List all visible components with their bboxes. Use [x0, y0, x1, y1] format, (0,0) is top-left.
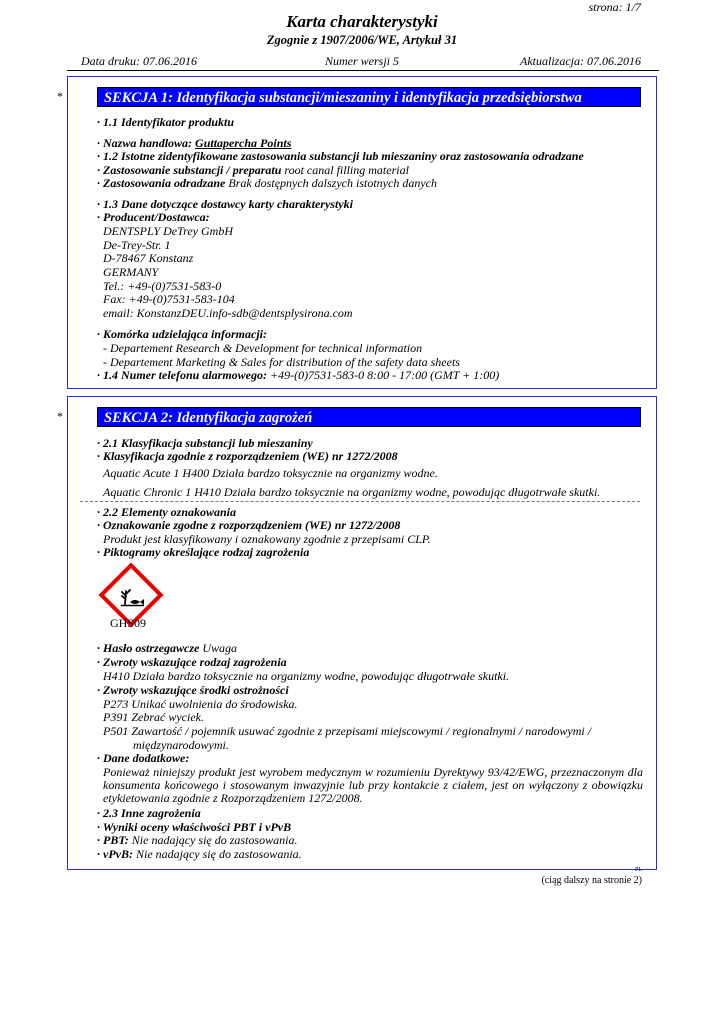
info-department-label: · Komórka udzielająca informacji:: [97, 327, 268, 341]
pictogram-label: GHS09: [110, 616, 147, 630]
dashed-divider: [80, 501, 640, 502]
pbt-result: · PBT: Nie nadający się do zastosowania.: [97, 833, 298, 847]
info-department-1: - Departement Research & Development for technical information: [103, 341, 423, 355]
continued-note: (ciąg dalszy na stronie 2): [541, 875, 642, 886]
version-number: Numer wersji 5: [325, 54, 400, 68]
aquatic-acute: Aquatic Acute 1 H400 Działa bardzo toksycznie na organizmy wodne.: [103, 466, 438, 480]
company-city: D-78467 Konstanz: [103, 251, 194, 265]
page-number: strona: 1/7: [588, 0, 641, 14]
label-elements-label: · 2.2 Elementy oznakowania: [97, 505, 237, 519]
substance-use: · Zastosowanie substancji / preparatu root canal filling material: [97, 163, 409, 177]
print-date: Data druku: 07.06.2016: [81, 54, 197, 68]
vpvb-result: · vPvB: Nie nadający się do zastosowania.: [97, 847, 302, 861]
manufacturer-label: · Producent/Dostawca:: [97, 210, 210, 224]
supplier-details-label: · 1.3 Dane dotyczące dostawcy karty charakterystyki: [97, 197, 353, 211]
emergency-phone: · 1.4 Numer telefonu alarmowego: +49-(0)7531-583-0 8:00 - 17:00 (GMT + 1:00): [97, 368, 500, 382]
section2-change-marker: *: [57, 409, 63, 423]
precaution-p391: P391 Zebrać wyciek.: [103, 710, 204, 724]
update-date: Aktualizacja: 07.06.2016: [520, 54, 641, 68]
precaution-p501: P501 Zawartość / pojemnik usuwać zgodnie z przepisami miejscowymi / regionalnymi / narodowymi /: [103, 724, 592, 738]
precaution-p273: P273 Unikać uwolnienia do środowiska.: [103, 697, 298, 711]
environment-hazard-icon: [112, 575, 152, 615]
precautionary-label: · Zwroty wskazujące środki ostrożności: [97, 683, 289, 697]
company-phone: Tel.: +49-(0)7531-583-0: [103, 279, 222, 293]
clp-statement: Produkt jest klasyfikowany i oznakowany zgodnie z przepisami CLP.: [103, 532, 431, 546]
additional-info-label: · Dane dodatkowe:: [97, 751, 190, 765]
classification-label: · 2.1 Klasyfikacja substancji lub mieszaniny: [97, 436, 313, 450]
company-email[interactable]: email: KonstanzDEU.info-sdb@dentsplysirona.com: [103, 306, 353, 320]
precaution-p501-cont: międzynarodowymi.: [133, 738, 229, 752]
identified-uses-label: · 1.2 Istotne zidentyfikowane zastosowania substancji lub mieszaniny oraz zastosowania odradzane: [97, 149, 584, 163]
classification-regulation: · Klasyfikacja zgodnie z rozporządzeniem (WE) nr 1272/2008: [97, 449, 398, 463]
company-name: DENTSPLY DeTrey GmbH: [103, 224, 233, 238]
pbt-vpvb-label: · Wyniki oceny właściwości PBT i vPvB: [97, 820, 292, 834]
company-country: GERMANY: [103, 265, 159, 279]
other-hazards-label: · 2.3 Inne zagrożenia: [97, 806, 201, 820]
section2-heading: SEKCJA 2: Identyfikacja zagrożeń: [97, 407, 641, 427]
hazard-h410: H410 Działa bardzo toksycznie na organizmy wodne, powodując długotrwałe skutki.: [103, 669, 510, 683]
product-identifier-label: · 1.1 Identyfikator produktu: [97, 115, 235, 129]
document-title: Karta charakterystyki: [286, 12, 438, 31]
info-department-2: - Departement Marketing & Sales for distribution of the safety data sheets: [103, 355, 460, 369]
labelling-regulation: · Oznakowanie zgodne z rozporządzeniem (WE) nr 1272/2008: [97, 518, 401, 532]
section1-heading: SEKCJA 1: Identyfikacja substancji/mieszaniny i identyfikacja przedsiębiorstwa: [97, 87, 641, 107]
company-fax: Fax: +49-(0)7531-583-104: [103, 292, 235, 306]
company-street: De-Trey-Str. 1: [103, 238, 171, 252]
section1-change-marker: *: [57, 89, 63, 103]
pictograms-label: · Piktogramy określające rodzaj zagrożenia: [97, 545, 310, 559]
document-subtitle: Zgognie z 1907/2006/WE, Artykuł 31: [266, 33, 458, 47]
hazard-statements-label: · Zwroty wskazujące rodzaj zagrożenia: [97, 655, 287, 669]
additional-info-text: Ponieważ niniejszy produkt jest wyrobem medycznym w rozumieniu Dyrektywy 93/42/EWG, przeznaczonym dla konsumenta końcowego i stosowanym inwazyjnie lub przy kontakcie z ciałem, jest on wyłączony z obowiązku etykietowania zgodnie z Rozporządzeniem 1272/2008.: [103, 765, 643, 805]
uses-advised-against: · Zastosowania odradzane Brak dostępnych dalszych istotnych danych: [97, 176, 437, 190]
trade-name: · Nazwa handlowa: Guttapercha Points: [97, 136, 292, 150]
signal-word: · Hasło ostrzegawcze Uwaga: [97, 641, 238, 655]
aquatic-chronic: Aquatic Chronic 1 H410 Działa bardzo toksycznie na organizmy wodne, powodując długotrwałe skutki.: [103, 485, 601, 499]
language-code: PL: [634, 867, 642, 873]
header-divider: [67, 70, 659, 71]
